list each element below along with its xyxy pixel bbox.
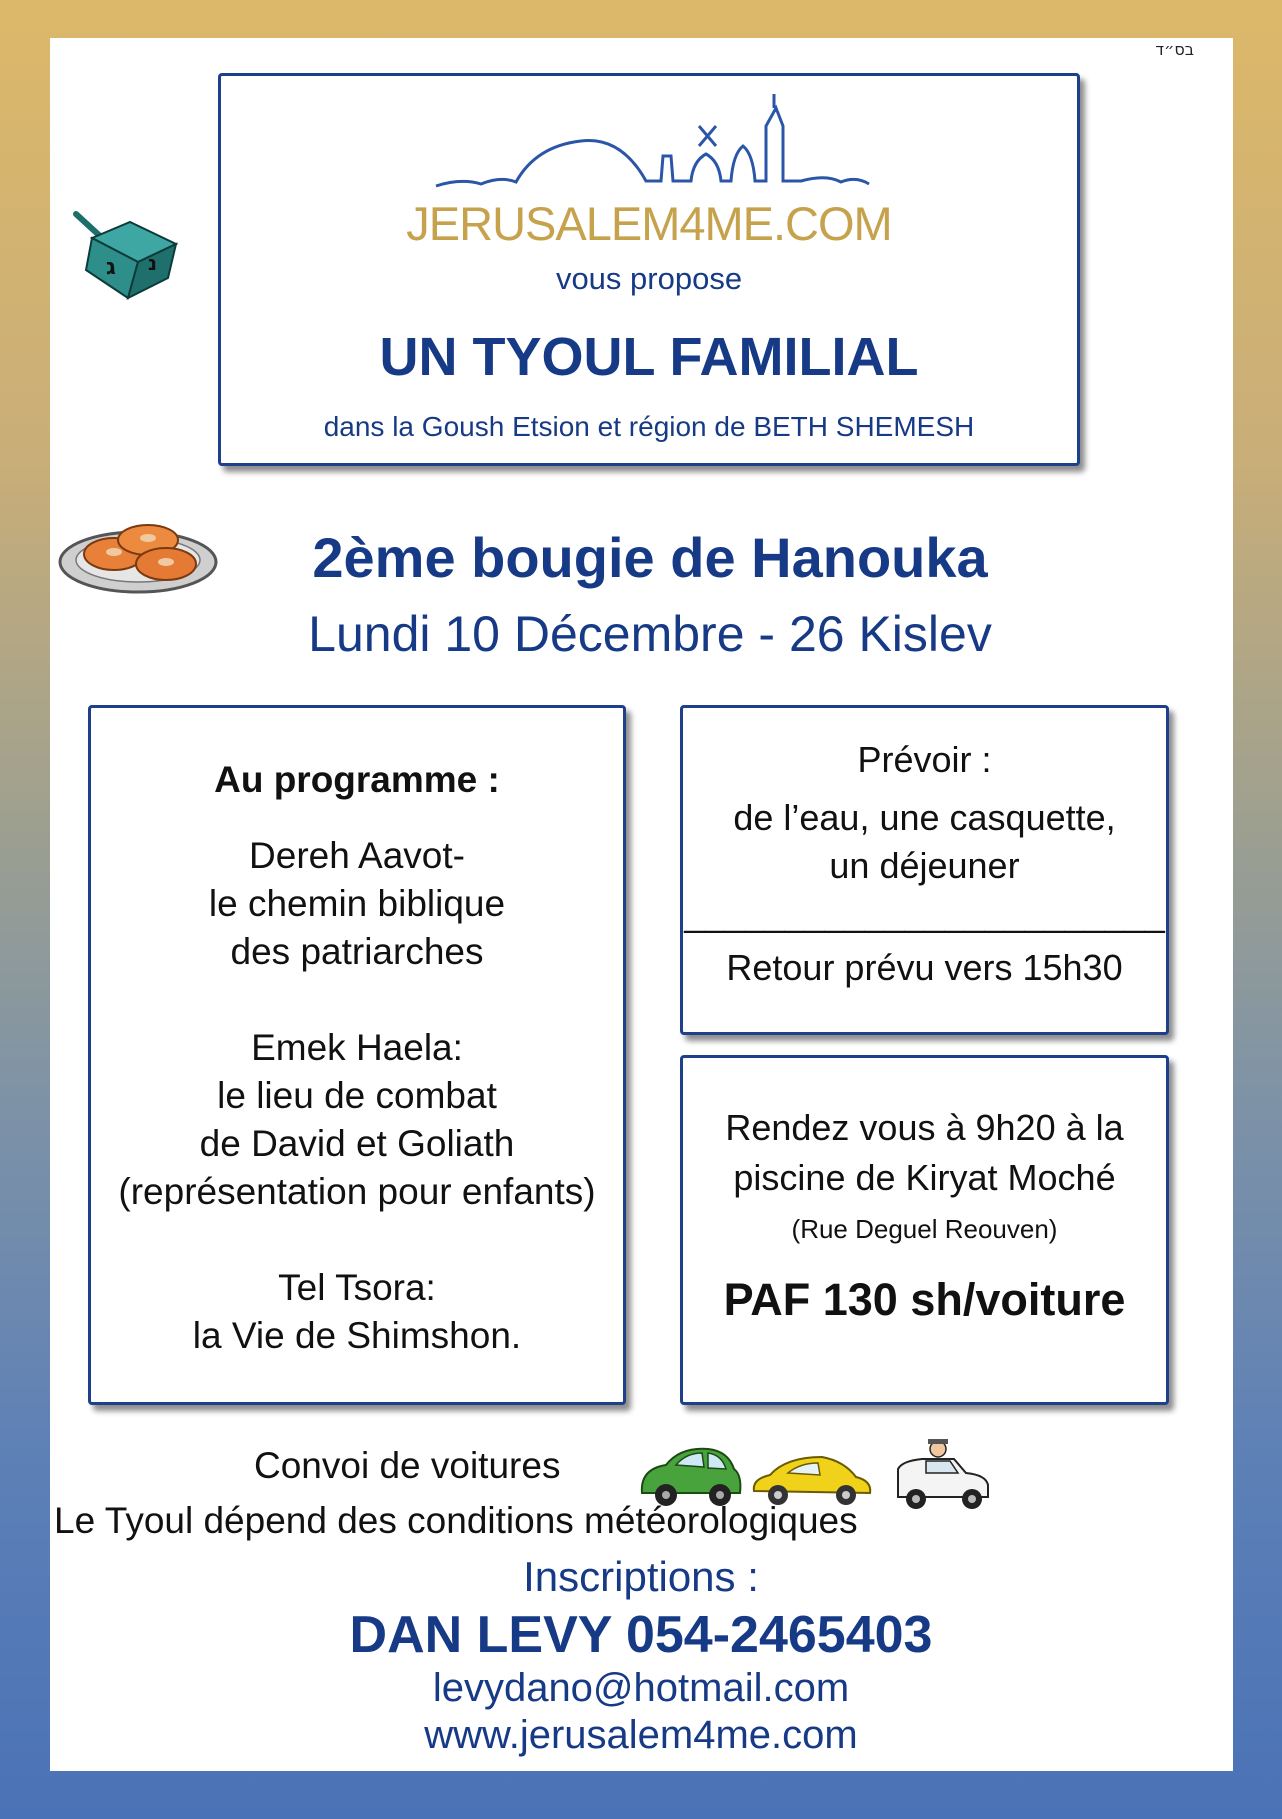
programme-item	[91, 1024, 623, 1216]
programme-line: de David et Goliath	[199, 1123, 515, 1164]
convoi-text: Convoi de voitures	[254, 1445, 561, 1486]
region-text: dans la Goush Etsion et région de BETH SHEMESH	[323, 411, 975, 442]
programme-line: (représentation pour enfants)	[118, 1171, 596, 1212]
svg-text:ג: ג	[106, 255, 116, 280]
rendezvous-line: piscine de Kiryat Moché	[733, 1157, 1116, 1198]
weather-note: Le Tyoul dépend des conditions météorologiques	[54, 1500, 858, 1541]
programme-line: Dereh Aavot-	[249, 835, 465, 876]
programme-line: Tel Tsora:	[278, 1267, 436, 1308]
programme-line: le chemin biblique	[208, 883, 506, 924]
prevoir-separator: ________________________	[684, 893, 1165, 934]
event-title: 2ème bougie de Hanouka	[312, 526, 988, 589]
contact-name-phone: DAN LEVY 054-2465403	[349, 1606, 933, 1664]
programme-line: des patriarches	[230, 931, 484, 972]
programme-item	[91, 1264, 623, 1360]
prevoir-line: de l’eau, une casquette,	[733, 797, 1116, 838]
prevoir-title: Prévoir :	[857, 739, 992, 780]
jerusalem-skyline-logo	[431, 86, 871, 196]
event-date: Lundi 10 Décembre - 26 Kislev	[308, 606, 992, 662]
brand-name: JERUSALEM4ME.COM	[406, 197, 892, 250]
inscriptions-label: Inscriptions :	[523, 1553, 759, 1600]
svg-text:נ: נ	[148, 251, 158, 275]
dreidel-icon	[72, 208, 187, 308]
header-box	[218, 73, 1080, 466]
programme-line: la Vie de Shimshon.	[192, 1315, 522, 1356]
website-url: www.jerusalem4me.com	[424, 1713, 858, 1757]
rendezvous-line: Rendez vous à 9h20 à la	[725, 1107, 1124, 1148]
price-text: PAF 130 sh/voiture	[723, 1274, 1126, 1325]
retour-text: Retour prévu vers 15h30	[726, 947, 1123, 988]
programme-title: Au programme :	[214, 759, 500, 800]
programme-box	[88, 705, 626, 1405]
prevoir-box	[680, 705, 1169, 1035]
programme-item	[91, 832, 623, 976]
programme-line: le lieu de combat	[217, 1075, 497, 1116]
programme-line: Emek Haela:	[251, 1027, 463, 1068]
contact-email: levydano@hotmail.com	[432, 1666, 850, 1710]
hebrew-mark: בס״ד	[1155, 40, 1194, 59]
prevoir-line: un déjeuner	[829, 845, 1020, 886]
header-title: UN TYOUL FAMILIAL	[379, 327, 919, 387]
rendezvous-box	[680, 1055, 1169, 1405]
street-text: (Rue Deguel Reouven)	[791, 1214, 1058, 1244]
propose-text: vous propose	[555, 261, 743, 296]
